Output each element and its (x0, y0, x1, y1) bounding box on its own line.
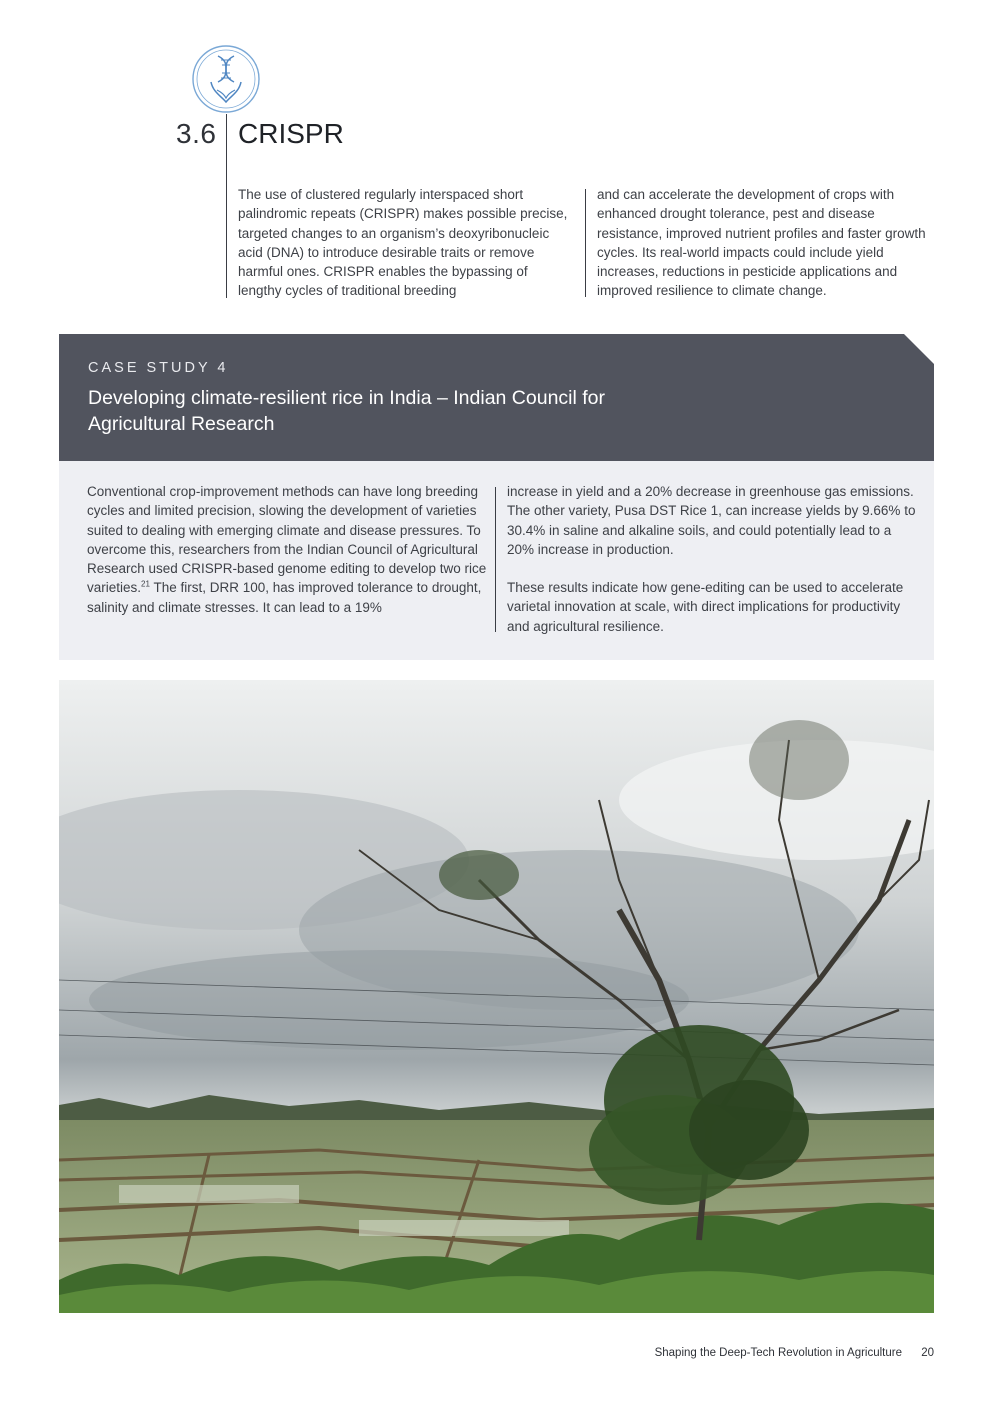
footer-document-title: Shaping the Deep-Tech Revolution in Agriculture (654, 1347, 902, 1359)
page-number: 20 (921, 1347, 934, 1359)
column-divider (495, 487, 496, 632)
section-title: CRISPR (238, 118, 344, 149)
case-study-col2-para2: These results indicate how gene-editing can be used to accelerate varietal innovation at scale, with direct implications for productivity and agricultural resilience. (507, 580, 904, 634)
case-study-title: Developing climate-resilient rice in India – Indian Council for Agricultural Research (88, 387, 606, 435)
footnote-reference[interactable]: 21 (141, 579, 150, 589)
section-vertical-rule (226, 114, 227, 298)
intro-column-1: The use of clustered regularly interspaced short palindromic repeats (CRISPR) makes possible precise, targeted changes to an organism’s deoxyribonucleic acid (DNA) to introduce desirable traits or remove harmful ones. CRISPR enables the bypassing of lengthy cycles of traditional breeding (238, 187, 568, 299)
case-study-column-2 (507, 482, 917, 636)
rice-field-photo (59, 680, 934, 1313)
column-divider (585, 189, 586, 297)
intro-column-2: and can accelerate the development of crops with enhanced drought tolerance, pest and disease resistance, improved nutrient profiles and faster growth cycles. Its real-world impacts could include yield increases, reductions in pesticide applications and improved resilience to climate change. (597, 187, 926, 299)
dna-in-hands-icon (191, 44, 261, 114)
case-study-col1-text: Conventional crop-improvement methods can have long breeding cycles and limited precision, slowing the development of varieties suited to dealing with emerging climate and disease pressures. To overcome this, researchers from the Indian Council of Agricultural Research used CRISPR-based genome editing to develop two rice varieties. (87, 484, 487, 596)
section-number: 3.6 (176, 118, 217, 149)
case-study-label: CASE STUDY 4 (88, 360, 229, 376)
case-study-col2-para1: increase in yield and a 20% decrease in greenhouse gas emissions. The other variety, Pusa DST Rice 1, can increase yields by 9.66% to 30.4% in saline and alkaline soils, and could potentially lead to a 20% increase in production. (507, 484, 916, 557)
case-study-column-1 (87, 482, 487, 617)
case-study-col1-text-cont: The first, DRR 100, has improved tolerance to drought, salinity and climate stresses. It can lead to a 19% (87, 580, 482, 615)
